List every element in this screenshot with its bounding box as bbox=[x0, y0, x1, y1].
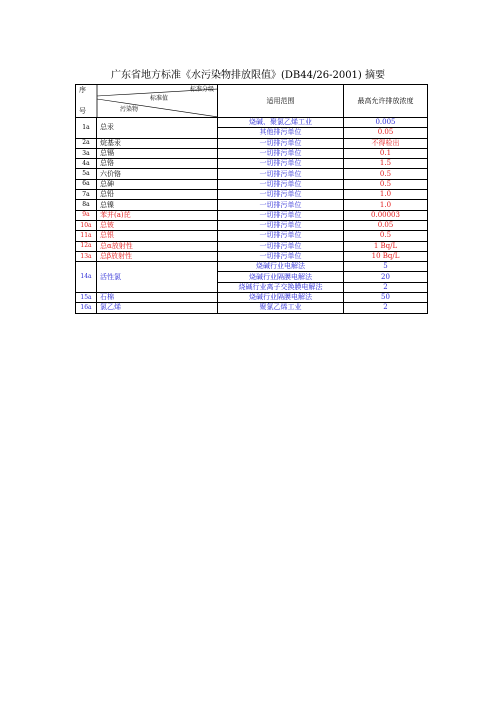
row-code: 9a bbox=[76, 210, 97, 220]
row-scope: 一切排污单位 bbox=[218, 231, 344, 241]
row-limit: 1.0 bbox=[344, 190, 428, 200]
row-limit: 0.005 bbox=[344, 118, 428, 128]
row-pollutant: 活性氯 bbox=[97, 262, 218, 293]
row-code: 5a bbox=[76, 169, 97, 179]
row-code: 11a bbox=[76, 231, 97, 241]
row-pollutant: 总镉 bbox=[97, 148, 218, 158]
header-standard-grade: 标准分级 bbox=[189, 86, 214, 93]
row-pollutant: 总β放射性 bbox=[97, 251, 218, 261]
row-code: 12a bbox=[76, 241, 97, 251]
row-scope: 烧碱行业离子交换膜电解法 bbox=[218, 282, 344, 292]
table-row bbox=[76, 262, 428, 272]
row-limit: 0.05 bbox=[344, 128, 428, 138]
row-code: 6a bbox=[76, 179, 97, 189]
header-pollutant: 污染物 bbox=[120, 106, 139, 113]
row-code: 16a bbox=[76, 303, 97, 313]
row-scope: 一切排污单位 bbox=[218, 220, 344, 230]
row-scope: 一切排污单位 bbox=[218, 251, 344, 261]
row-code: 3a bbox=[76, 148, 97, 158]
row-code: 8a bbox=[76, 200, 97, 210]
row-pollutant: 六价铬 bbox=[97, 169, 218, 179]
row-pollutant: 烷基汞 bbox=[97, 138, 218, 148]
row-scope: 一切排污单位 bbox=[218, 148, 344, 158]
row-limit: 0.05 bbox=[344, 220, 428, 230]
table-row bbox=[76, 293, 428, 303]
row-pollutant: 石棉 bbox=[97, 293, 218, 303]
row-limit: 2 bbox=[344, 282, 428, 292]
table-row bbox=[76, 190, 428, 200]
table-row bbox=[76, 118, 428, 128]
row-scope: 烧碱行业电解法 bbox=[218, 262, 344, 272]
row-limit: 不得检出 bbox=[344, 138, 428, 148]
row-code: 15a bbox=[76, 293, 97, 303]
table-row bbox=[76, 210, 428, 220]
document-title: 广东省地方标准《水污染物排放限值》(DB44/26-2001) 摘要 bbox=[111, 70, 385, 81]
row-code: 1a bbox=[76, 118, 97, 139]
row-limit: 0.1 bbox=[344, 148, 428, 158]
row-scope: 一切排污单位 bbox=[218, 169, 344, 179]
row-scope: 烧碱、聚氯乙烯工业 bbox=[218, 118, 344, 128]
row-scope: 其他排污单位 bbox=[218, 128, 344, 138]
row-scope: 一切排污单位 bbox=[218, 190, 344, 200]
row-pollutant: 总汞 bbox=[97, 118, 218, 139]
row-limit: 0.5 bbox=[344, 231, 428, 241]
header-standard-value: 标准值 bbox=[150, 95, 169, 102]
row-scope: 烧碱行业隔膜电解法 bbox=[218, 272, 344, 282]
row-pollutant: 总镍 bbox=[97, 200, 218, 210]
row-pollutant: 总铬 bbox=[97, 159, 218, 169]
diagonal-header-cell bbox=[76, 85, 218, 118]
row-scope: 烧碱行业隔膜电解法 bbox=[218, 293, 344, 303]
table-row bbox=[76, 241, 428, 251]
header-seq-top: 序 bbox=[79, 86, 86, 94]
row-pollutant: 总砷 bbox=[97, 179, 218, 189]
table-row bbox=[76, 138, 428, 148]
row-limit: 20 bbox=[344, 272, 428, 282]
row-limit: 1.0 bbox=[344, 200, 428, 210]
row-scope: 一切排污单位 bbox=[218, 159, 344, 169]
row-limit: 50 bbox=[344, 293, 428, 303]
header-scope: 适用范围 bbox=[218, 85, 344, 118]
table-row bbox=[76, 200, 428, 210]
row-limit: 10 Bq/L bbox=[344, 251, 428, 261]
row-pollutant: 总α放射性 bbox=[97, 241, 218, 251]
row-code: 2a bbox=[76, 138, 97, 148]
table-row bbox=[76, 251, 428, 261]
row-limit: 1 Bq/L bbox=[344, 241, 428, 251]
table-row bbox=[76, 148, 428, 158]
row-code: 7a bbox=[76, 190, 97, 200]
row-code: 13a bbox=[76, 251, 97, 261]
table-row bbox=[76, 179, 428, 189]
row-scope: 一切排污单位 bbox=[218, 179, 344, 189]
row-limit: 0.5 bbox=[344, 169, 428, 179]
table-header-row bbox=[76, 85, 428, 118]
row-pollutant: 总铅 bbox=[97, 190, 218, 200]
row-scope: 一切排污单位 bbox=[218, 200, 344, 210]
row-code: 4a bbox=[76, 159, 97, 169]
table-row bbox=[76, 169, 428, 179]
row-scope: 一切排污单位 bbox=[218, 210, 344, 220]
row-scope: 聚氯乙烯工业 bbox=[218, 303, 344, 313]
row-limit: 0.5 bbox=[344, 179, 428, 189]
row-scope: 一切排污单位 bbox=[218, 138, 344, 148]
row-limit: 2 bbox=[344, 303, 428, 313]
row-limit: 0.00003 bbox=[344, 210, 428, 220]
row-pollutant: 氯乙烯 bbox=[97, 303, 218, 313]
row-pollutant: 总铍 bbox=[97, 220, 218, 230]
table-row bbox=[76, 303, 428, 313]
row-limit: 5 bbox=[344, 262, 428, 272]
row-pollutant: 总银 bbox=[97, 231, 218, 241]
table-row bbox=[76, 231, 428, 241]
header-limit: 最高允许排放浓度 bbox=[344, 85, 428, 118]
pollutant-limits-table bbox=[75, 84, 428, 314]
row-code: 10a bbox=[76, 220, 97, 230]
row-pollutant: 苯并(a)芘 bbox=[97, 210, 218, 220]
row-limit: 1.5 bbox=[344, 159, 428, 169]
row-code: 14a bbox=[76, 262, 97, 293]
header-seq-bottom: 号 bbox=[79, 107, 86, 115]
table-row bbox=[76, 220, 428, 230]
table-row bbox=[76, 159, 428, 169]
row-scope: 一切排污单位 bbox=[218, 241, 344, 251]
